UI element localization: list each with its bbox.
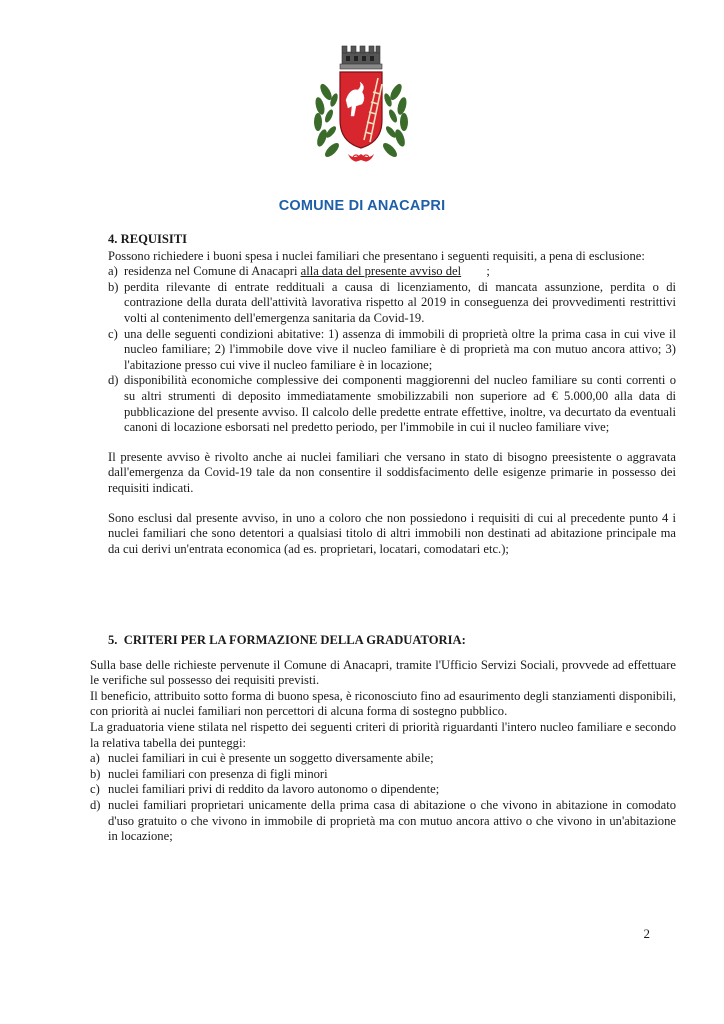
criterion-b xyxy=(90,767,676,783)
section-5-paragraph-2: Il beneficio, attribuito sotto forma di buono spesa, è riconosciuto fino ad esaurimento degli stanziamenti disponibili, con priorità ai nuclei familiari non percettori di alcuna forma di sostegno pubblico. xyxy=(90,688,676,719)
municipality-title: COMUNE DI ANACAPRI xyxy=(278,198,446,214)
section-5-paragraph-1: Sulla base delle richieste pervenute il Comune di Anacapri, tramite l'Ufficio Servizi Sociali, provvede ad effettuare le verifiche sul possesso dei requisiti previsti. xyxy=(90,657,676,688)
list-letter: d) xyxy=(90,797,101,812)
criterion-a xyxy=(90,751,676,767)
list-letter: c) xyxy=(90,782,100,797)
list-letter: d) xyxy=(108,373,119,388)
requirement-a-underlined: alla data del presente avviso del xyxy=(300,264,462,279)
criterion-c xyxy=(90,782,676,798)
list-letter: a) xyxy=(90,751,100,766)
criteria-list xyxy=(90,751,676,845)
section-4-paragraph-2: Sono esclusi dal presente avviso, in uno a coloro che non possiedono i requisiti di cui al precedente punto 4 i nuclei familiari che sono detentori a qualsiasi titolo di altri immobili non destinati ad abitazione principale ma da cui derivi un'entrata economica (ad es. proprietari, locatari, comodatari etc.); xyxy=(108,510,676,556)
section-5-heading: 5. CRITERI PER LA FORMAZIONE DELLA GRADUATORIA: xyxy=(108,633,466,647)
criterion-c-text: nuclei familiari privi di reddito da lavoro autonomo o dipendente; xyxy=(108,782,440,797)
list-letter: a) xyxy=(108,264,118,279)
anacapri-coat-of-arms-icon xyxy=(296,42,426,177)
criterion-a-text: nuclei familiari in cui è presente un soggetto diversamente abile; xyxy=(108,751,434,766)
requirement-a xyxy=(108,264,676,280)
requirement-d-text: disponibilità economiche complessive dei componenti maggiorenni del nucleo familiare su conti correnti o su altri strumenti di deposito immediatamente smobilizzabili non superiore ad € 5.000,00 alla data di pubblicazione del presente avviso. Il calcolo delle predette entrate effettive, inoltre, va decurtato da eventuali canoni di locazione esborsati nel predetto periodo, per l'immobile in cui il nucleo familiare vive; xyxy=(124,373,676,435)
requirement-d xyxy=(108,373,676,435)
section-5 xyxy=(90,633,676,845)
section-4 xyxy=(108,232,676,557)
requirement-b xyxy=(108,280,676,327)
requirement-b-text: perdita rilevante di entrate reddituali a causa di licenziamento, di mancata assunzione, perdita o di contrazione della durata dell'attività lavorativa rispetto al 2019 in conseguenza dei provvedimenti restrittivi volti al contenimento dell'emergenza sanitaria da Covid-19. xyxy=(124,279,676,325)
list-letter: c) xyxy=(108,326,118,341)
section-4-paragraph-1: Il presente avviso è rivolto anche ai nuclei familiari che versano in stato di bisogno preesistente o aggravata dall'emergenza da Covid-19 tale da non consentire il soddisfacimento delle esigenze primarie in possesso dei requisiti indicati. xyxy=(108,449,676,495)
criterion-b-text: nuclei familiari con presenza di figli minori xyxy=(108,766,328,781)
requirement-a-text: residenza nel Comune di Anacapri xyxy=(124,264,301,279)
list-letter: b) xyxy=(108,279,119,294)
section-5-paragraph-3: La graduatoria viene stilata nel rispetto dei seguenti criteri di priorità riguardanti l'intero nucleo familiare e secondo la relativa tabella dei punteggi: xyxy=(90,719,676,750)
requirement-c-text: una delle seguenti condizioni abitative: 1) assenza di immobili di proprietà oltre la prima casa in cui vive il nucleo familiare; 2) l'immobile dove vive il nucleo familiare è di proprietà ma con mutuo ancora attivo; 3) l'abitazione presso cui vive il nucleo familiare è in locazione; xyxy=(124,326,676,372)
requirement-a-end: ; xyxy=(461,264,490,279)
section-4-intro: Possono richiedere i buoni spesa i nuclei familiari che presentano i seguenti requisiti, a pena di esclusione: xyxy=(108,248,645,263)
criterion-d xyxy=(90,798,676,845)
requirements-list xyxy=(108,264,676,436)
section-4-heading: 4. REQUISITI xyxy=(108,232,188,246)
list-letter: b) xyxy=(90,766,101,781)
criterion-d-text: nuclei familiari proprietari unicamente della prima casa di abitazione o che vivono in abitazione in comodato d'uso gratuito o che vivono in immobile di proprietà ma con mutuo ancora attivo o che vivono in un'abitazione in locazione; xyxy=(108,797,676,844)
page-number: 2 xyxy=(643,926,650,941)
requirement-c xyxy=(108,327,676,374)
